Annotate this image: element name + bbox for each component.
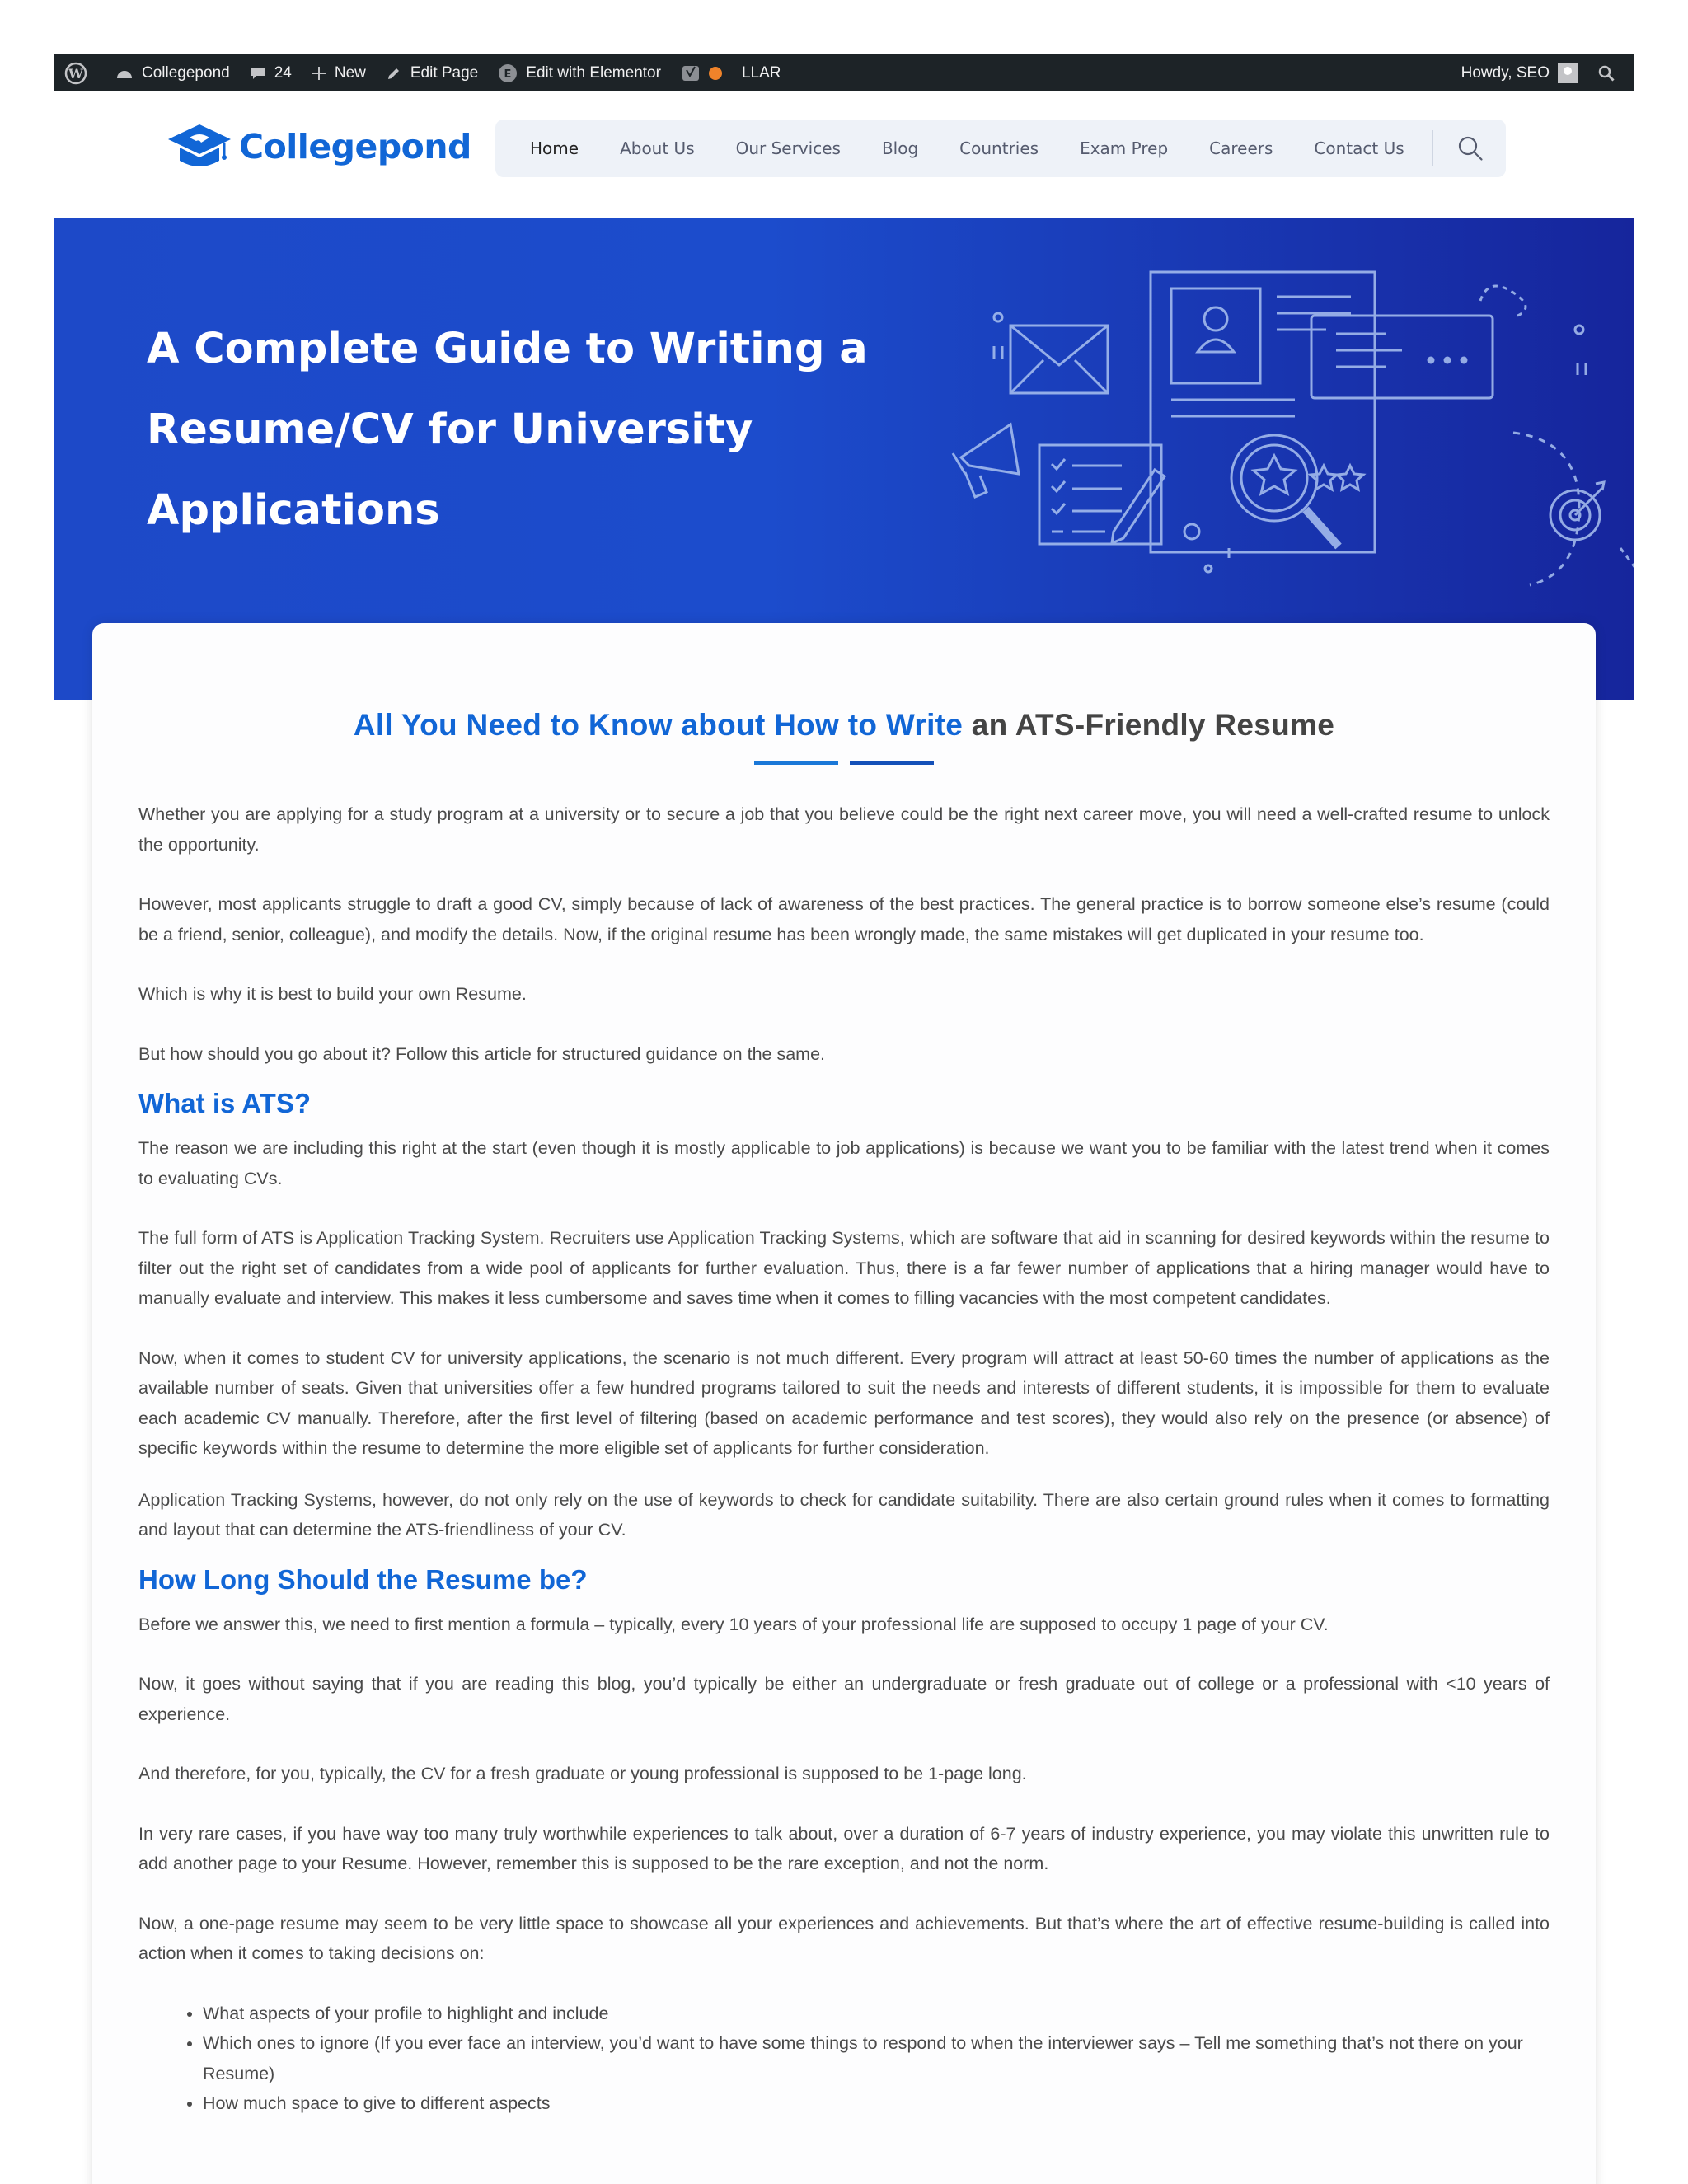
svg-text:E: E — [504, 68, 512, 81]
paragraph: However, most applicants struggle to draft a good CV, simply because of lack of awareness of the best practices. The general practice is to borrow someone else’s resume (could be a friend, senior, colleague), and modify the details. Now, if the original resume has been wrongly made, the same mistakes will get duplicated in your resume too. — [138, 894, 1550, 944]
article-heading-rest: an ATS-Friendly Resume — [971, 708, 1335, 742]
nav-countries[interactable]: Countries — [959, 138, 1039, 158]
admin-site-link[interactable] — [106, 54, 240, 91]
nav-about-us[interactable]: About Us — [620, 138, 695, 158]
paragraph: And therefore, for you, typically, the CV for a fresh graduate or young professional is supposed to be 1-page long. — [138, 1764, 1027, 1783]
nav-divider — [1432, 130, 1433, 166]
paragraph: Before we answer this, we need to first mention a formula – typically, every 10 years of your professional life are supposed to occupy 1 page of your CV. — [138, 1614, 1329, 1634]
search-icon — [1597, 64, 1615, 82]
admin-search[interactable] — [1587, 54, 1634, 91]
article-body — [138, 799, 1550, 2119]
my-account-link[interactable] — [1451, 54, 1587, 91]
comments-count: 24 — [274, 63, 292, 82]
site-logo[interactable] — [165, 116, 471, 177]
page-title-line-1: A Complete Guide to Writing a — [147, 325, 868, 373]
list-item: • Which ones to ignore (If you ever face an interview, you’d want to have some things to respond to when the interviewer says – Tell me something that’s not there on your Resume) — [203, 2028, 1550, 2088]
elementor-link[interactable] — [488, 54, 671, 91]
llar-link[interactable] — [732, 54, 791, 91]
new-label: New — [334, 63, 366, 82]
page-title-line-2: Resume/CV for University — [147, 405, 753, 454]
heading-underline-right — [850, 761, 934, 765]
article-card — [92, 623, 1596, 2184]
llar-label: LLAR — [741, 63, 781, 82]
dashboard-icon — [115, 65, 134, 82]
nav-careers[interactable]: Careers — [1209, 138, 1273, 158]
nav-home[interactable]: Home — [530, 138, 579, 158]
svg-text:W: W — [68, 65, 83, 82]
avatar — [1558, 63, 1578, 83]
main-navigation — [495, 120, 1506, 177]
nav-contact-us[interactable]: Contact Us — [1314, 138, 1404, 158]
decision-list — [203, 1999, 1550, 2119]
paragraph: Which is why it is best to build your own Resume. — [138, 984, 527, 1004]
logo-text: Collegepond — [239, 127, 471, 166]
elementor-icon — [498, 63, 518, 83]
list-item: • How much space to give to different aspects — [203, 2088, 1550, 2119]
site-header — [54, 91, 1634, 218]
site-name: Collegepond — [142, 63, 230, 82]
edit-page-label: Edit Page — [410, 63, 479, 82]
comments-link[interactable] — [240, 54, 302, 91]
graduation-cap-logo-icon — [165, 118, 232, 176]
wordpress-logo-icon[interactable] — [54, 54, 106, 91]
nav-our-services[interactable]: Our Services — [735, 138, 841, 158]
seo-status-dot — [709, 67, 722, 80]
page-title-line-3: Applications — [147, 486, 440, 535]
nav-blog[interactable]: Blog — [881, 138, 919, 158]
paragraph: Whether you are applying for a study program at a university or to secure a job that you believe could be the right next career move, you will need a well-crafted resume to unlock the opportunity. — [138, 804, 1550, 855]
paragraph: The reason we are including this right at the start (even though it is mostly applicable to job applications) is because we want you to be familiar with the latest trend when it comes to evaluating CVs. — [138, 1138, 1550, 1188]
yoast-icon — [681, 63, 701, 83]
heading-underline-left — [754, 761, 838, 765]
search-icon[interactable] — [1456, 134, 1484, 162]
plus-icon — [312, 66, 326, 81]
section-heading-what-is-ats: What is ATS? — [138, 1088, 311, 1118]
paragraph: Now, a one-page resume may seem to be very little space to showcase all your experiences and achievements. But that’s where the art of effective resume-building is called into action when it comes to taking decisions on: — [138, 1913, 1550, 1963]
article-heading — [92, 708, 1596, 743]
paragraph: Now, when it comes to student CV for university applications, the scenario is not much different. Every program will attract at least 50-60 times the number of applications as the available number of seats. Given that universities offer a few hundred programs tailored to suit the needs and interests of different students, it is impossible for them to evaluate each academic CV manually. Therefore, after the first level of filtering (based on academic performance and test scores), they would also rely on the presence (or absence) of specific keywords within the resume to determine the more eligible set of applicants for further consideration. — [138, 1347, 1550, 1458]
elementor-label: Edit with Elementor — [526, 63, 661, 82]
edit-page-link[interactable] — [376, 54, 488, 91]
page-title — [147, 309, 889, 551]
paragraph: Application Tracking Systems, however, do not only rely on the use of keywords to check for candidate suitability. There are also certain ground rules when it comes to formatting and layout that can determine the ATS-friendliness of your CV. — [138, 1489, 1550, 1540]
resume-illustration-icon — [920, 260, 1634, 647]
paragraph: Now, it goes without saying that if you are reading this blog, you’d typically be either an undergraduate or fresh graduate out of college or a professional with <10 years of experience. — [138, 1674, 1550, 1724]
paragraph: But how should you go about it? Follow this article for structured guidance on the same. — [138, 1043, 825, 1064]
pencil-icon — [386, 65, 402, 82]
nav-exam-prep[interactable]: Exam Prep — [1080, 138, 1169, 158]
wp-admin-bar — [54, 54, 1634, 91]
comment-icon — [250, 65, 266, 82]
paragraph: In very rare cases, if you have way too many truly worthwhile experiences to talk about, over a duration of 6-7 years of industry experience, you may violate this unwritten rule to add another page to your Resume. However, remember this is supposed to be the rare exception, and not the norm. — [138, 1823, 1550, 1873]
article-heading-highlight: All You Need to Know about How to Write — [353, 708, 964, 742]
section-heading-resume-length: How Long Should the Resume be? — [138, 1563, 588, 1595]
yoast-link[interactable] — [671, 54, 732, 91]
list-item: • What aspects of your profile to highlight and include — [203, 1999, 1550, 2029]
howdy-label: Howdy, SEO — [1461, 63, 1550, 82]
new-content-link[interactable] — [302, 54, 376, 91]
paragraph: The full form of ATS is Application Tracking System. Recruiters use Application Tracking Systems, which are software that aid in scanning for desired keywords within the resume to filter out the right set of candidates from a wide pool of applicants for further evaluation. Thus, there is a far fewer number of applications that a hiring manager would have to manually evaluate and interview. This makes it less cumbersome and saves time when it comes to filling vacancies with the most competent candidates. — [138, 1228, 1550, 1308]
